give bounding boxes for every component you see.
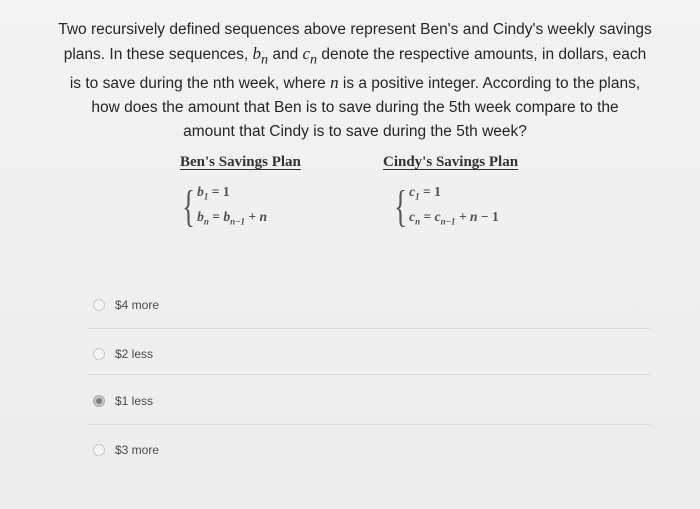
variable-b: $b_n$ bbox=[252, 44, 269, 68]
answer-option-1[interactable] bbox=[93, 298, 159, 312]
option-label: $3 more bbox=[115, 443, 160, 457]
question-text bbox=[40, 18, 670, 144]
cindy-equations bbox=[409, 182, 499, 231]
ben-equation-system bbox=[178, 182, 267, 231]
question-text-part: denote the respective amounts, in dollars, each bbox=[317, 46, 647, 63]
ben-plan-title: Ben's Savings Plan bbox=[180, 154, 301, 170]
question-line-3 bbox=[40, 71, 670, 96]
option-label: $1 less bbox=[115, 394, 154, 408]
question-text-part: and bbox=[268, 46, 303, 63]
cindy-equation-2: $c_n = c_{n-1} + n - 1$ bbox=[409, 208, 499, 227]
answer-option-4[interactable] bbox=[93, 443, 159, 457]
question-text-part: plans. In these sequences, bbox=[63, 46, 253, 63]
question-line-2 bbox=[40, 42, 670, 71]
ben-equations bbox=[197, 182, 267, 231]
cindy-plan-title: Cindy's Savings Plan bbox=[383, 154, 519, 170]
brace-icon: { bbox=[182, 181, 195, 231]
ben-equation-1: $b_1 = 1$ bbox=[197, 184, 230, 202]
variable-n: n bbox=[330, 73, 339, 93]
question-text-part: is a positive integer. According to the plans, bbox=[338, 75, 641, 93]
option-divider bbox=[88, 374, 650, 375]
option-divider bbox=[88, 328, 650, 329]
cindy-equation-1: $c_1 = 1$ bbox=[409, 184, 441, 202]
radio-button-selected[interactable] bbox=[93, 395, 105, 407]
cindy-equation-system bbox=[390, 182, 499, 231]
option-divider bbox=[88, 424, 650, 425]
question-line-4: how does the amount that Ben is to save during the 5th week compare to the bbox=[91, 99, 619, 117]
question-text-part: is to save during the nth week, where bbox=[69, 75, 331, 93]
radio-button[interactable] bbox=[93, 299, 105, 311]
ben-equation-2: $b_n = b_{n-1} + n$ bbox=[197, 208, 268, 227]
answer-option-3[interactable] bbox=[93, 394, 153, 408]
question-line-1: Two recursively defined sequences above represent Ben's and Cindy's weekly savings bbox=[58, 21, 652, 38]
option-label: $4 more bbox=[115, 298, 160, 312]
radio-button[interactable] bbox=[93, 348, 105, 360]
question-line-5: amount that Cindy is to save during the 5th week? bbox=[183, 123, 527, 141]
variable-c: $c_n$ bbox=[302, 44, 318, 68]
radio-button[interactable] bbox=[93, 444, 105, 456]
option-label: $2 less bbox=[115, 347, 154, 361]
answer-option-2[interactable] bbox=[93, 347, 153, 361]
brace-icon: { bbox=[394, 181, 407, 231]
